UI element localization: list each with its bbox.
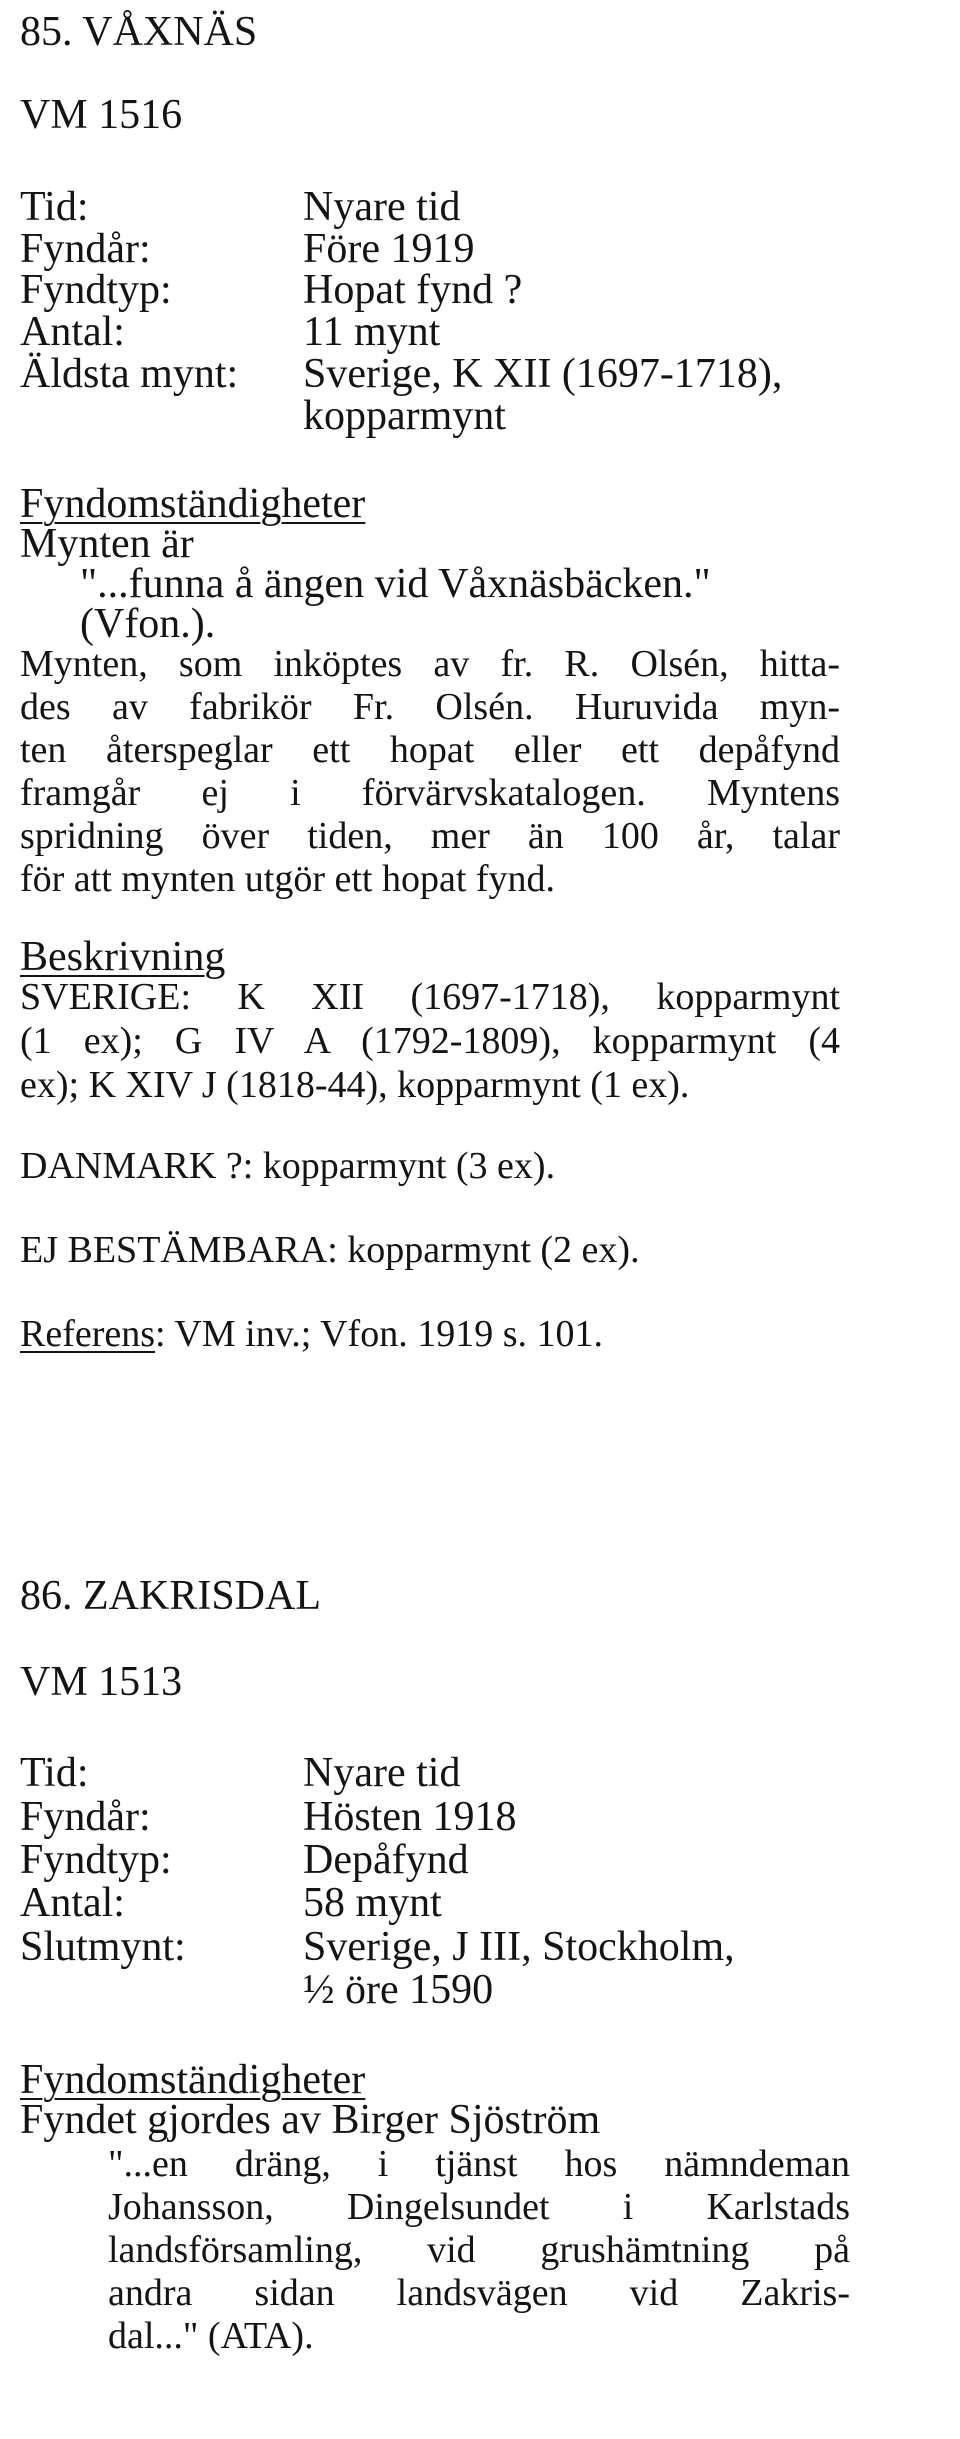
fact-label: Antal: (20, 309, 125, 355)
fact-label: Tid: (20, 1750, 89, 1796)
fact-value: Sverige, J III, Stockholm, (303, 1924, 735, 1970)
fact-value: Depåfynd (303, 1837, 469, 1883)
paragraph-line: ten återspeglar ett hopat eller ett depåfynd (20, 729, 840, 771)
paragraph-line: spridning över tiden, mer än 100 år, talar (20, 815, 840, 857)
quote-line: dal..." (ATA). (108, 2315, 314, 2357)
reference-line (20, 1311, 603, 1357)
quote-line: (Vfon.). (80, 601, 216, 647)
fact-label: Tid: (20, 184, 89, 230)
fact-value: 11 mynt (303, 309, 441, 355)
fact-value: Hösten 1918 (303, 1794, 517, 1840)
fact-value: Sverige, K XII (1697-1718), (303, 351, 783, 397)
paragraph-line: för att mynten utgör ett hopat fynd. (20, 858, 556, 900)
fact-label: Fyndår: (20, 226, 151, 272)
fact-label: Fyndår: (20, 1794, 151, 1840)
fact-value: ½ öre 1590 (303, 1967, 494, 2013)
description-line: (1 ex); G IV A (1792-1809), kopparmynt (4 (20, 1020, 840, 1062)
fact-value: 58 mynt (303, 1880, 442, 1926)
section-heading: Beskrivning (20, 934, 226, 980)
quote-line: Johansson, Dingelsundet i Karlstads (108, 2186, 850, 2228)
quote-line: "...en dräng, i tjänst hos nämndeman (108, 2143, 850, 2185)
quote-line: "...funna å ängen vid Våxnäsbäcken." (80, 561, 711, 607)
reference-label: Referens (20, 1313, 156, 1355)
circumstances-intro: Mynten är (20, 521, 194, 567)
reference-text: : VM inv.; Vfon. 1919 s. 101. (155, 1313, 603, 1355)
paragraph-line: framgår ej i förvärvskatalogen. Myntens (20, 772, 840, 814)
fact-label: Fyndtyp: (20, 267, 172, 313)
fact-value: Hopat fynd ? (303, 267, 523, 313)
fact-label: Äldsta mynt: (20, 351, 239, 397)
denmark-line: DANMARK ?: kopparmynt (3 ex). (20, 1145, 556, 1187)
fact-value: Nyare tid (303, 1750, 461, 1796)
circumstances-intro: Fyndet gjordes av Birger Sjöström (20, 2097, 601, 2143)
section-heading: Fyndomständigheter (20, 481, 366, 527)
section-heading: Fyndomständigheter (20, 2057, 366, 2103)
description-line: ex); K XIV J (1818-44), kopparmynt (1 ex). (20, 1064, 690, 1106)
description-line: SVERIGE: K XII (1697-1718), kopparmynt (20, 976, 840, 1018)
fact-value: Före 1919 (303, 226, 475, 272)
fact-label: Slutmynt: (20, 1924, 186, 1970)
fact-label: Fyndtyp: (20, 1837, 172, 1883)
undetermined-line: EJ BESTÄMBARA: kopparmynt (2 ex). (20, 1229, 640, 1271)
paragraph-line: Mynten, som inköptes av fr. R. Olsén, hitta- (20, 643, 840, 685)
quote-line: landsförsamling, vid grushämtning på (108, 2229, 850, 2271)
entry-heading: 85. VÅXNÄS (20, 9, 258, 55)
catalog-number: VM 1513 (20, 1659, 183, 1705)
fact-label: Antal: (20, 1880, 125, 1926)
fact-value: kopparmynt (303, 393, 506, 439)
entry-heading: 86. ZAKRISDAL (20, 1573, 321, 1619)
catalog-number: VM 1516 (20, 92, 183, 138)
paragraph-line: des av fabrikör Fr. Olsén. Huruvida myn- (20, 686, 840, 728)
fact-value: Nyare tid (303, 184, 461, 230)
quote-line: andra sidan landsvägen vid Zakris- (108, 2272, 850, 2314)
